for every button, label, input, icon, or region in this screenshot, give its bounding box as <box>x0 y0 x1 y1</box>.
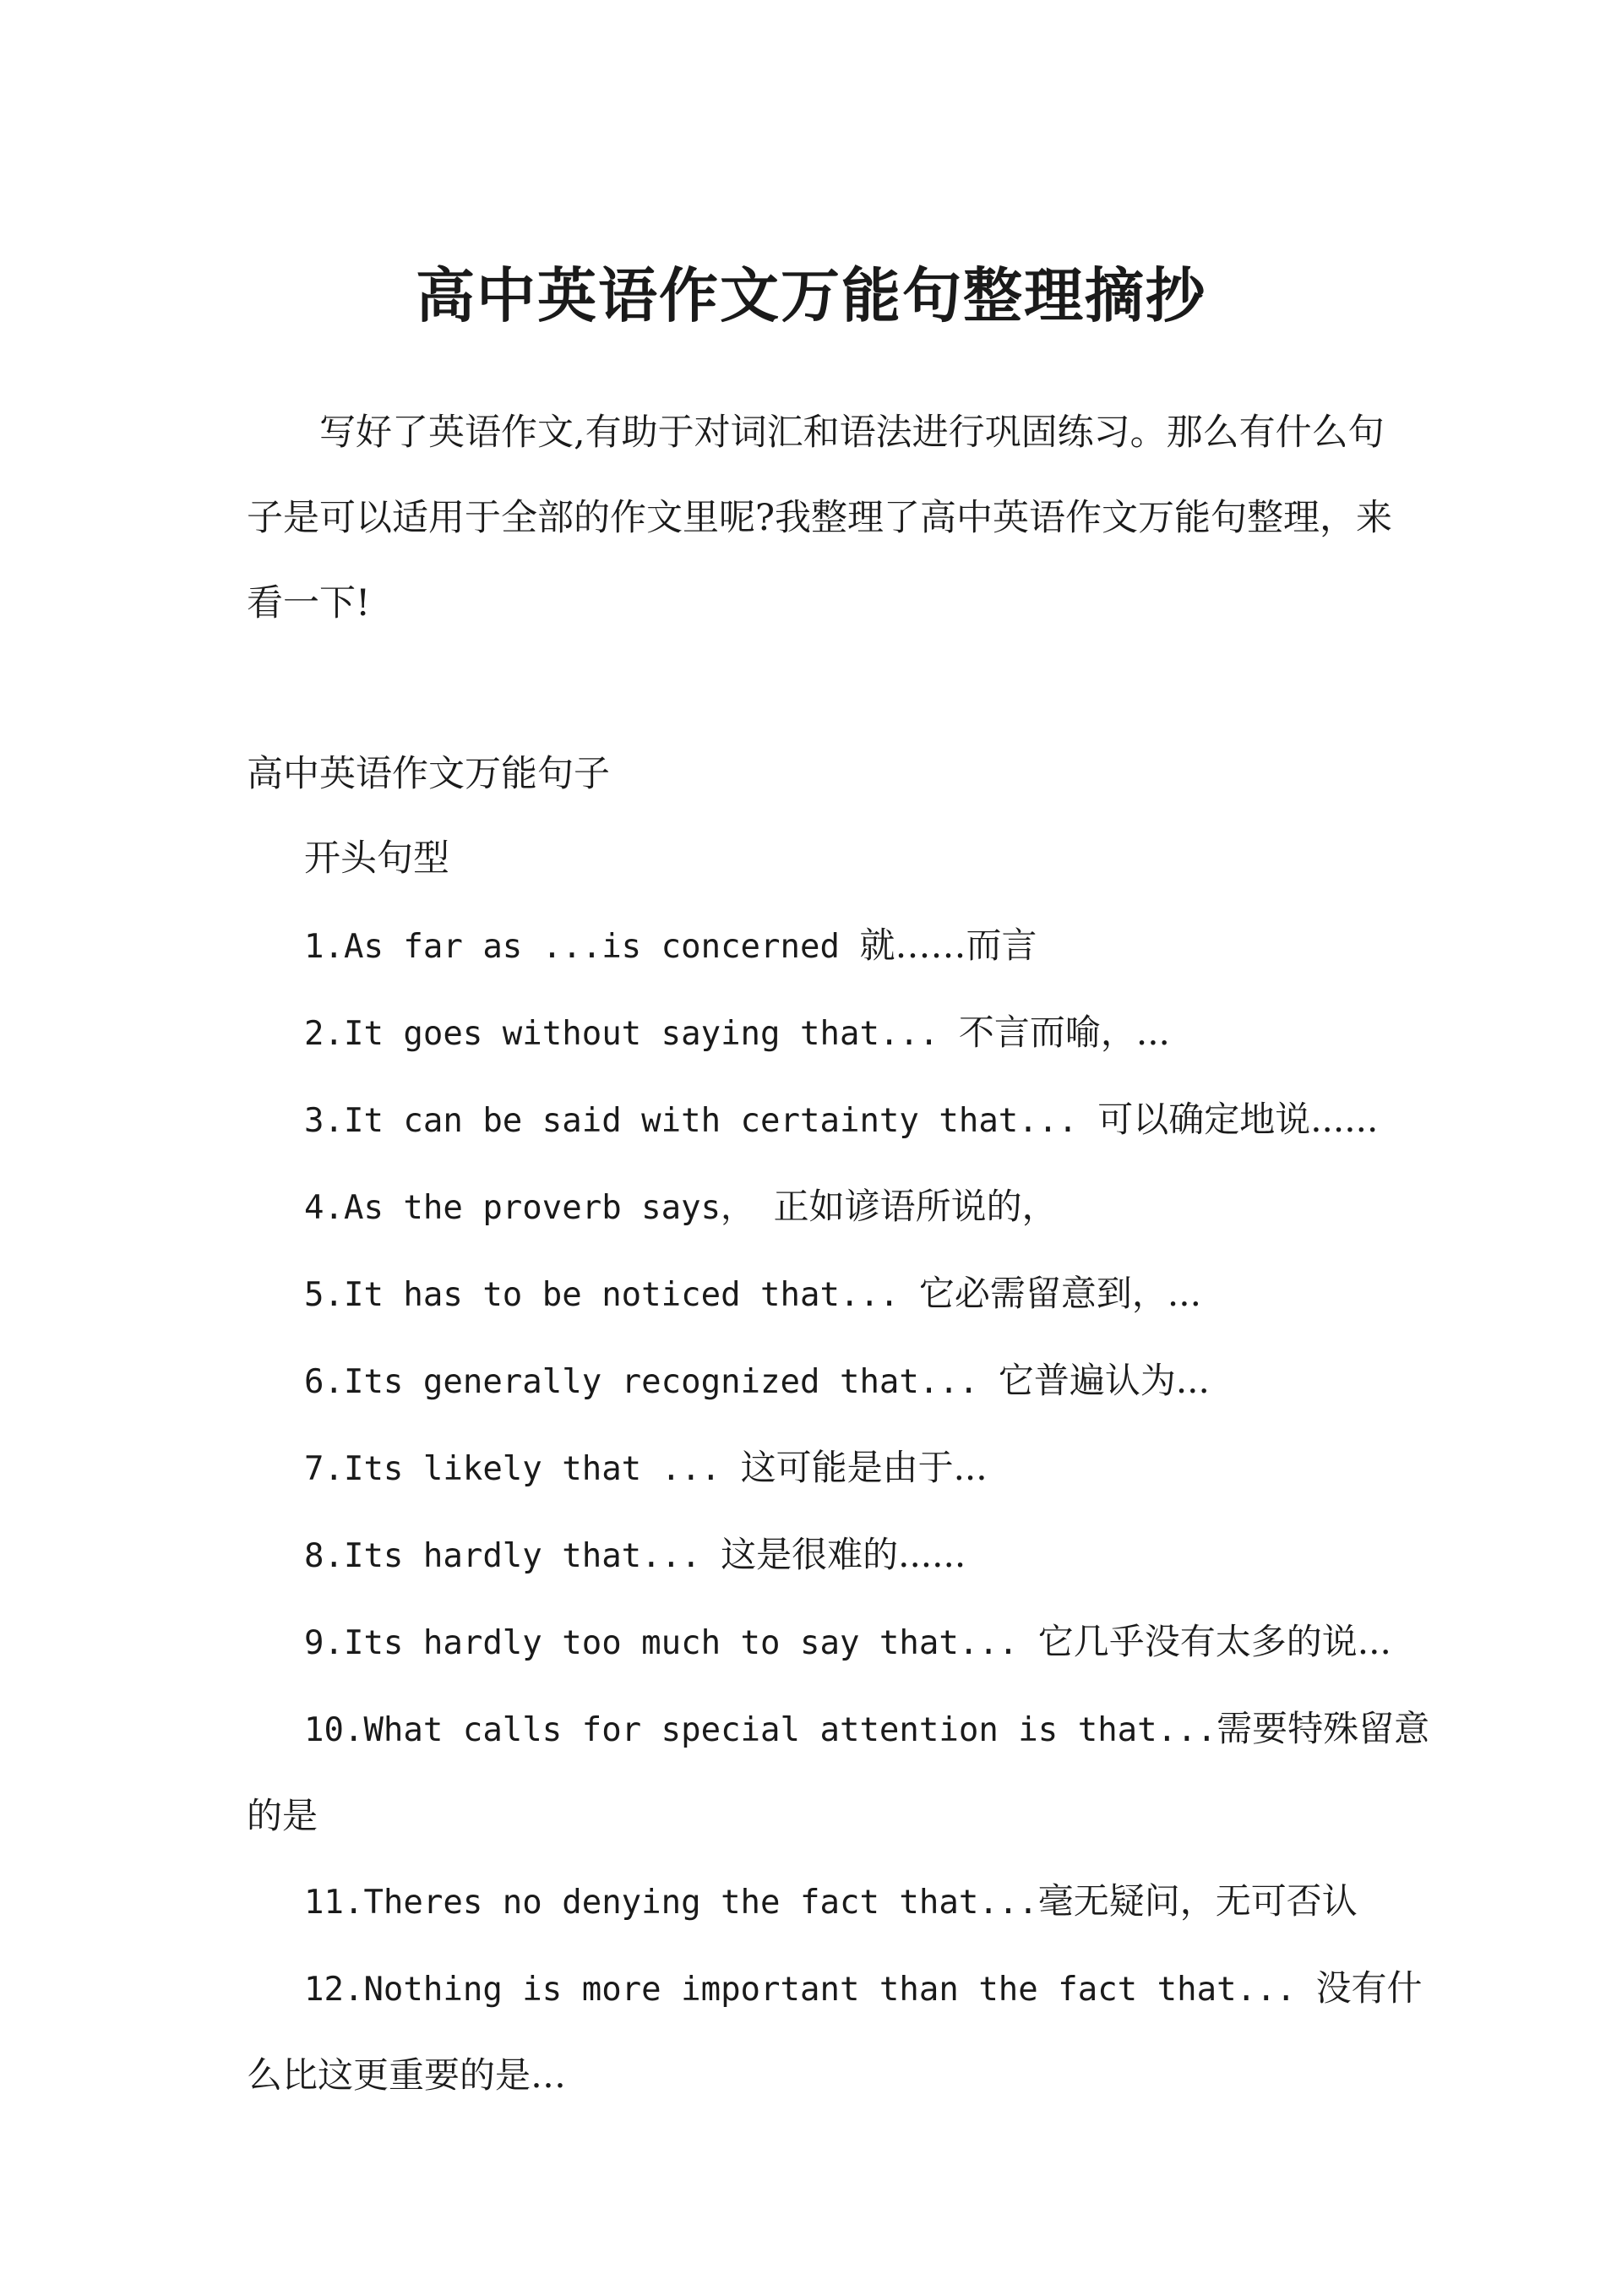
english-phrase: 8.Its hardly that... <box>304 1537 721 1575</box>
chinese-meaning: 这是很难的...... <box>721 1534 966 1575</box>
list-item <box>247 1251 1446 1338</box>
list-item <box>247 1686 1446 1858</box>
english-phrase: 7.Its likely that ... <box>304 1450 741 1488</box>
english-phrase: 10.What calls for special attention is that... <box>304 1711 1217 1749</box>
list-item <box>247 1945 1446 2118</box>
phrase-list <box>247 903 1446 2118</box>
chinese-meaning: 它几乎没有太多的说... <box>1037 1621 1391 1662</box>
english-phrase: 6.Its generally recognized that... <box>304 1363 999 1401</box>
english-phrase: 2.It goes without saying that... <box>304 1015 959 1053</box>
chinese-meaning: 这可能是由于... <box>740 1447 988 1488</box>
intro-paragraph: 写好了英语作文,有助于对词汇和语法进行巩固练习。那么有什么句子是可以适用于全部的作文里呢?我整理了高中英语作文万能句整理，来看一下! <box>247 412 1393 624</box>
list-item <box>247 1599 1446 1686</box>
list-item <box>247 1338 1446 1425</box>
english-phrase: 5.It has to be noticed that... <box>304 1276 919 1314</box>
english-phrase: 11.Theres no denying the fact that... <box>304 1884 1038 1922</box>
english-phrase: 1.As far as ...is concerned <box>304 928 860 966</box>
document-title: 高中英语作文万能句整理摘抄 <box>416 260 1206 330</box>
subheading: 开头句型 <box>304 837 449 880</box>
chinese-meaning: 没有什么比这更重要的是… <box>247 1967 1423 2096</box>
list-item <box>247 903 1446 990</box>
chinese-meaning: 它普遍认为... <box>998 1360 1210 1401</box>
list-item <box>247 990 1446 1077</box>
chinese-meaning: 正如谚语所说的， <box>773 1186 1058 1227</box>
chinese-meaning: 需要特殊留意的是 <box>247 1708 1430 1836</box>
section-heading: 高中英语作文万能句子 <box>247 753 610 795</box>
chinese-meaning: 毫无疑问，无可否认 <box>1037 1880 1358 1922</box>
english-phrase: 12.Nothing is more important than the fact that... <box>304 1971 1316 2009</box>
chinese-meaning: 可以确定地说...... <box>1097 1099 1379 1140</box>
english-phrase: 9.Its hardly too much to say that... <box>304 1624 1038 1662</box>
english-phrase: 4.As the proverb says， <box>304 1189 774 1227</box>
list-item <box>247 1425 1446 1512</box>
english-phrase: 3.It can be said with certainty that... <box>304 1102 1098 1140</box>
list-item <box>247 1077 1446 1164</box>
list-item <box>247 1512 1446 1599</box>
chinese-meaning: 不言而喻，... <box>958 1012 1170 1053</box>
chinese-meaning: 就……而言 <box>859 924 1037 966</box>
list-item <box>247 1858 1446 1945</box>
list-item <box>247 1164 1446 1251</box>
chinese-meaning: 它必需留意到，... <box>918 1273 1201 1314</box>
